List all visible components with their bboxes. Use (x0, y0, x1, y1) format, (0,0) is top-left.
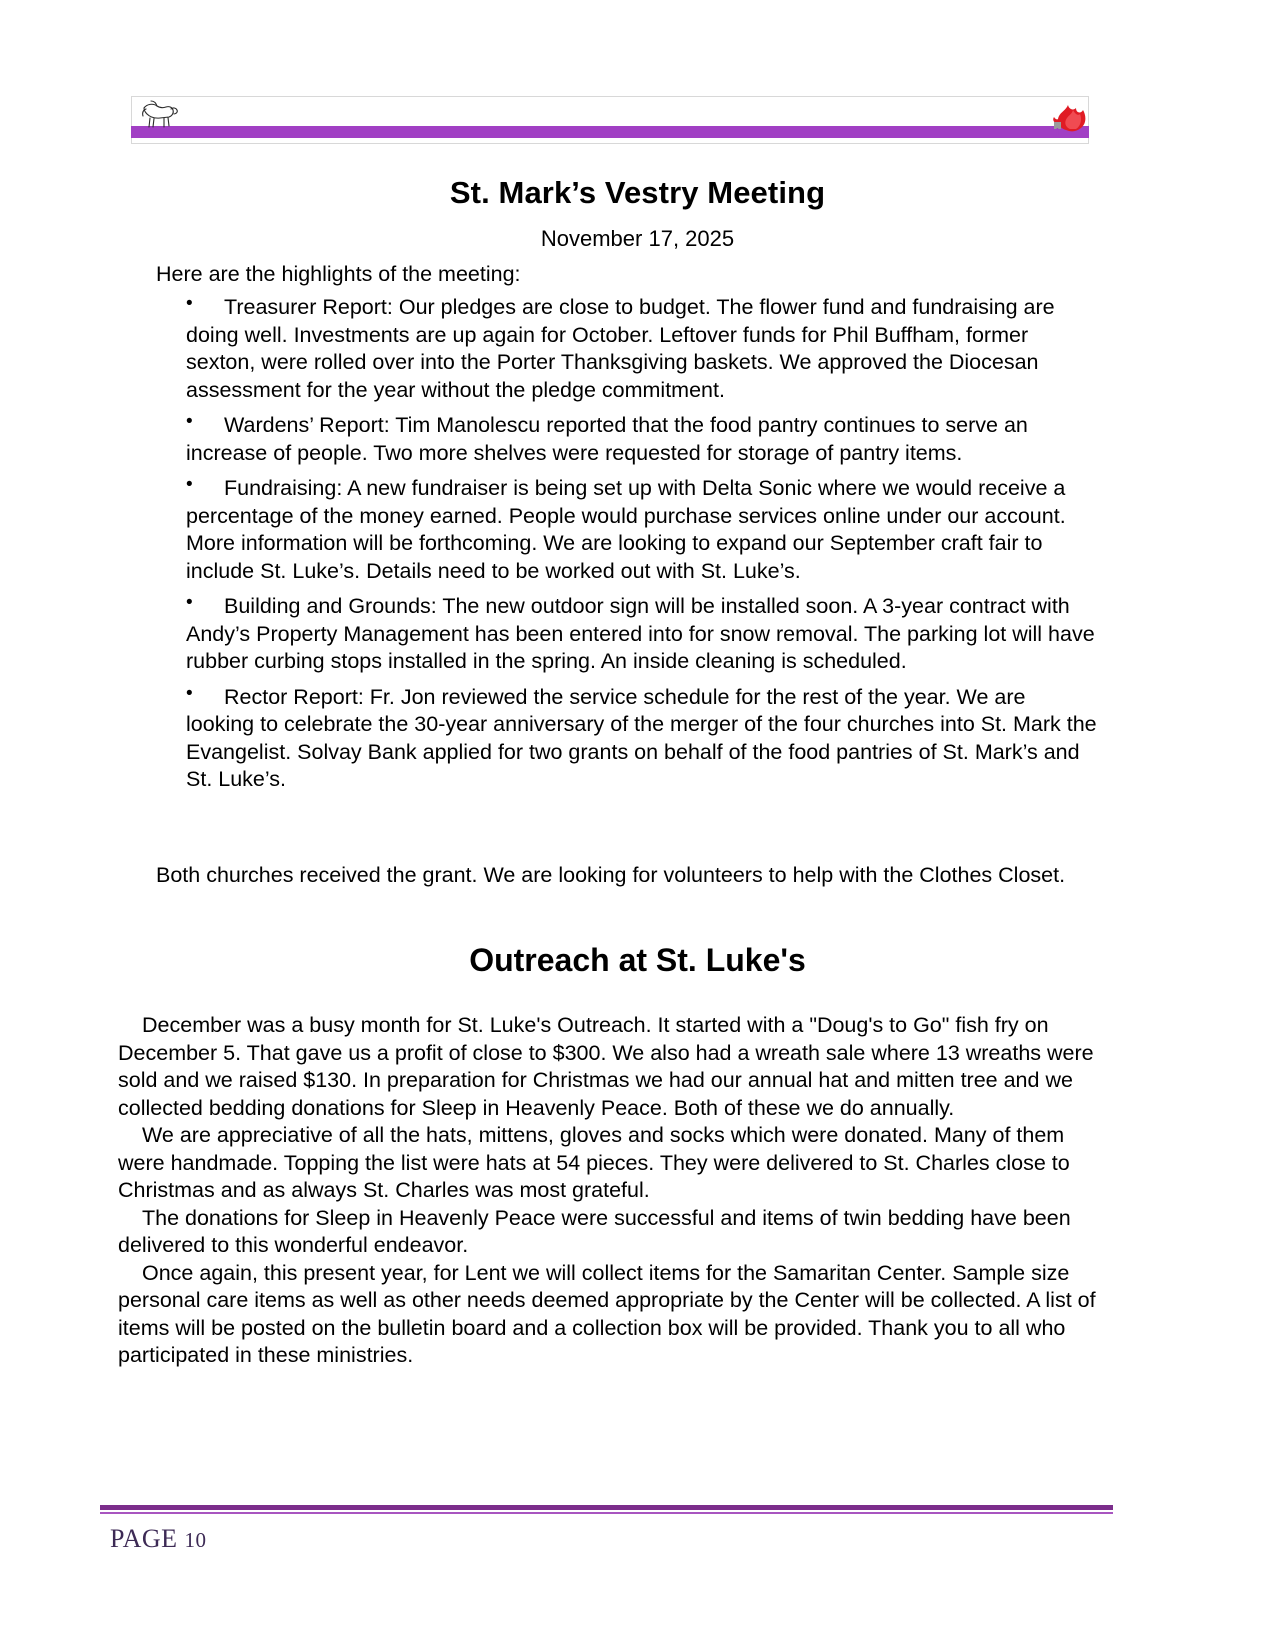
bullet-marker-icon: • (186, 293, 193, 314)
list-item-text: Treasurer Report: Our pledges are close to budget. The flower fund and fundraising are doing well. Investments are up again for October. Leftover funds for Phil Buffham, former sexton, were rolled over into the Porter Thanksgiving baskets. We approved the Diocesan assessment for the year without the pledge commitment. (186, 295, 1055, 402)
bullet-marker-icon: • (186, 682, 193, 704)
red-flame-graphic-icon (1028, 96, 1088, 136)
bullet-marker-icon: • (186, 592, 193, 613)
outreach-body (118, 1012, 1108, 1370)
page-title: St. Mark’s Vestry Meeting (449, 175, 826, 210)
masthead-purple-rule (131, 126, 1089, 138)
list-item (118, 684, 1098, 794)
outreach-paragraph: Once again, this present year, for Lent we will collect items for the Samaritan Center. Sample size personal care items as well as other needs deemed appropriate by the Center will be collected. A list of items will be posted on the bulletin board and a collection box will be provided. Thank you to all who participated in these ministries. (118, 1260, 1096, 1367)
outreach-section-title: Outreach at St. Luke's (469, 942, 806, 978)
list-item (118, 475, 1098, 585)
list-item-text: Fundraising: A new fundraiser is being set up with Delta Sonic where we would receive a percentage of the money earned. People would purchase services online under our account. More information will be forthcoming. We are looking to expand our September craft fair to include St. Luke’s. Details need to be worked out with St. Luke’s. (186, 476, 1066, 583)
list-item-text: Rector Report: Fr. Jon reviewed the service schedule for the rest of the year. We are looking to celebrate the 30-year anniversary of the merger of the four churches into St. Mark the Evangelist. Solvay Bank applied for two grants on behalf of the food pantries of St. Mark’s and St. Luke’s. (186, 684, 1097, 791)
page-number-label (110, 1524, 207, 1554)
list-item (118, 593, 1098, 676)
list-item (118, 412, 1098, 467)
bullet-marker-icon: • (186, 474, 193, 495)
outreach-paragraph: We are appreciative of all the hats, mittens, gloves and socks which were donated. Many of them were handmade. Topping the list were hats at 54 pieces. They were delivered to St. Charles close to Christmas and as always St. Charles was most grateful. (118, 1123, 1070, 1202)
outreach-paragraph: December was a busy month for St. Luke's Outreach. It started with a "Doug's to Go" fish fry on December 5. That gave us a profit of close to $300. We also had a wreath sale where 13 wreaths were sold and we raised $130. In preparation for Christmas we had our annual hat and mitten tree and we collected bedding donations for Sleep in Heavenly Peace. Both of these we do annually. (118, 1013, 1094, 1120)
footer-rule (100, 1505, 1113, 1510)
list-item (118, 294, 1098, 404)
page-word: PAGE (110, 1524, 178, 1553)
winged-lion-logo-icon (138, 99, 184, 131)
meeting-date: November 17, 2025 (540, 226, 735, 251)
list-item-text: Wardens’ Report: Tim Manolescu reported that the food pantry continues to serve an increase of people. Two more shelves were requested for storage of pantry items. (186, 413, 1028, 465)
meeting-intro: Here are the highlights of the meeting: (156, 262, 521, 286)
meeting-highlights-list (118, 294, 1098, 802)
footer-rule-secondary (100, 1512, 1113, 1514)
bullet-marker-icon: • (186, 411, 193, 432)
list-item-text: Building and Grounds: The new outdoor sign will be installed soon. A 3-year contract with Andy’s Property Management has been entered into for snow removal. The parking lot will have rubber curbing stops installed in the spring. An inside cleaning is scheduled. (186, 594, 1095, 673)
outreach-paragraph: The donations for Sleep in Heavenly Peace were successful and items of twin bedding have been delivered to this wonderful endeavor. (118, 1205, 1071, 1257)
page-number: 10 (184, 1528, 207, 1552)
meeting-closing-paragraph: Both churches received the grant. We are looking for volunteers to help with the Clothes Closet. (156, 863, 1066, 887)
